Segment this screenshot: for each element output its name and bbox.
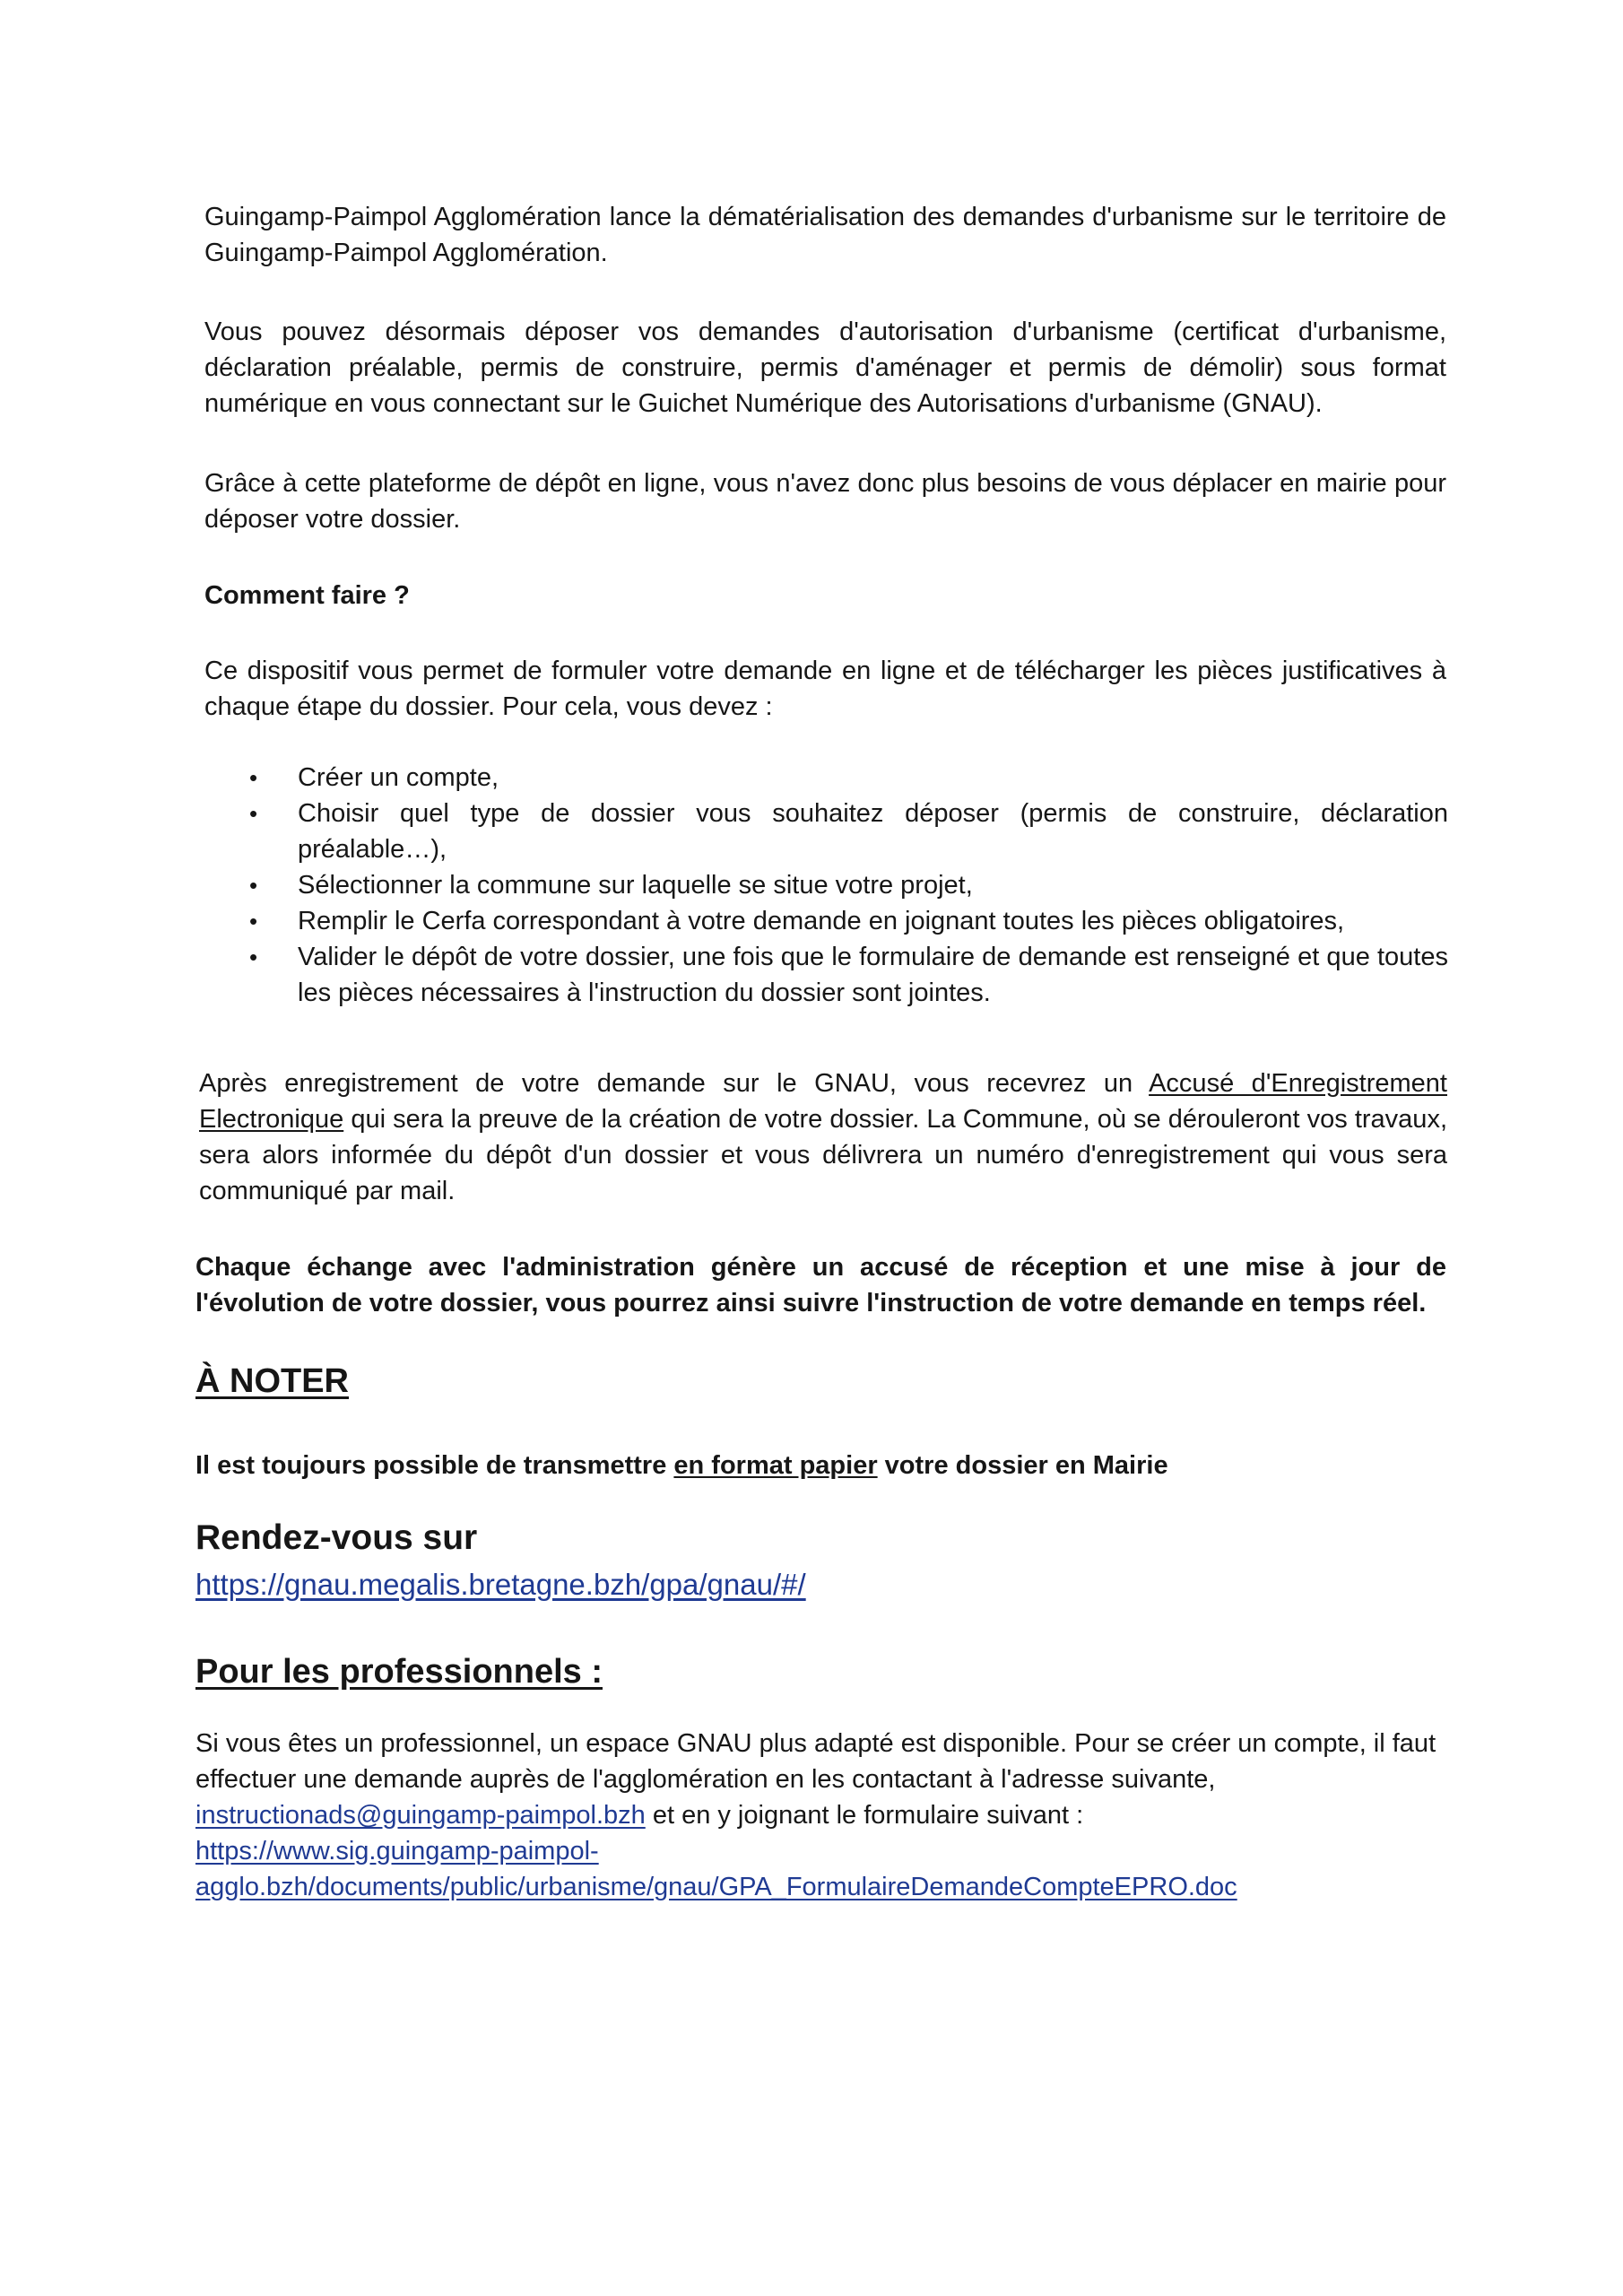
email-line (195, 1797, 1442, 1833)
list-item (233, 939, 1448, 1011)
email-link[interactable]: instructionads@guingamp-paimpol.bzh (195, 1801, 646, 1830)
bullet-icon: • (249, 764, 258, 791)
steps-list (233, 760, 1448, 1011)
list-item (233, 760, 1448, 796)
list-item-text: Valider le dépôt de votre dossier, une fois que le formulaire de demande est renseigné et que toutes les pièces nécessaires à l'instruction du dossier sont jointes. (298, 943, 1448, 1007)
rendez-vous-heading: Rendez-vous sur (195, 1518, 478, 1557)
note-underlined-text: en format papier (673, 1451, 878, 1480)
bullet-icon: • (249, 872, 258, 899)
registration-text-start: Après enregistrement de votre demande sur le GNAU, vous recevrez un (199, 1069, 1150, 1098)
accuse-enregistrement-link: Accusé d'Enregistrement Electronique (199, 1069, 1447, 1134)
form-url-line-2 (195, 1869, 1442, 1905)
form-link-part1[interactable]: https://www.sig.guingamp-paimpol- (195, 1837, 599, 1866)
deposit-paragraph: Vous pouvez désormais déposer vos demandes d'autorisation d'urbanisme (certificat d'urbanisme, déclaration préalable, permis de construire, permis d'aménager et permis de démolir) sous format numérique en vous connectant sur le Guichet Numérique des Autorisations d'urbanisme (GNAU). (204, 317, 1446, 418)
list-item-text: Choisir quel type de dossier vous souhaitez déposer (permis de construire, déclaration préalable…), (298, 799, 1448, 864)
professionals-heading: Pour les professionnels : (195, 1653, 603, 1691)
list-item-text: Remplir le Cerfa correspondant à votre demande en joignant toutes les pièces obligatoires, (298, 907, 1345, 935)
list-item (233, 903, 1448, 939)
intro-paragraph: Guingamp-Paimpol Agglomération lance la dématérialisation des demandes d'urbanisme sur le territoire de Guingamp-Paimpol Agglomération. (204, 203, 1446, 267)
list-item-text: Sélectionner la commune sur laquelle se situe votre projet, (298, 871, 973, 900)
list-item (233, 867, 1448, 903)
paper-format-note (195, 1448, 1168, 1483)
professionals-contact (195, 1797, 1442, 1905)
form-url-line-1 (195, 1833, 1442, 1869)
bullet-icon: • (249, 944, 258, 970)
dispositif-paragraph: Ce dispositif vous permet de formuler votre demande en ligne et de télécharger les pièces justificatives à chaque étape du dossier. Pour cela, vous devez : (204, 657, 1446, 721)
online-platform-paragraph: Grâce à cette plateforme de dépôt en ligne, vous n'avez donc plus besoins de vous déplacer en mairie pour déposer votre dossier. (204, 469, 1446, 534)
registration-text-end: qui sera la preuve de la création de votre dossier. La Commune, où se dérouleront vos travaux, sera alors informée du dépôt d'un dossier et vous délivrera un numéro d'enregistrement qui vous sera communiqué par mail. (199, 1105, 1447, 1205)
exchange-bold-paragraph: Chaque échange avec l'administration génère un accusé de réception et une mise à jour de l'évolution de votre dossier, vous pourrez ainsi suivre l'instruction de votre demande en temps réel. (195, 1253, 1446, 1318)
comment-faire-heading: Comment faire ? (204, 581, 410, 610)
note-text-start: Il est toujours possible de transmettre (195, 1451, 674, 1480)
registration-paragraph (199, 1065, 1447, 1209)
list-item-text: Créer un compte, (298, 763, 499, 792)
email-line-text: et en y joignant le formulaire suivant : (645, 1801, 1084, 1830)
form-link-part2[interactable]: agglo.bzh/documents/public/urbanisme/gnau/GPA_FormulaireDemandeCompteEPRO.doc (195, 1873, 1237, 1901)
list-item (233, 796, 1448, 867)
gnau-link[interactable]: https://gnau.megalis.bretagne.bzh/gpa/gnau/#/ (195, 1568, 806, 1601)
professionals-paragraph: Si vous êtes un professionnel, un espace GNAU plus adapté est disponible. Pour se créer un compte, il faut effectuer une demande auprès de l'agglomération en les contactant à l'adresse suivante, (195, 1729, 1436, 1794)
bullet-icon: • (249, 800, 258, 827)
bullet-icon: • (249, 908, 258, 935)
a-noter-heading: À NOTER (195, 1362, 349, 1400)
note-text-end: votre dossier en Mairie (877, 1451, 1168, 1480)
